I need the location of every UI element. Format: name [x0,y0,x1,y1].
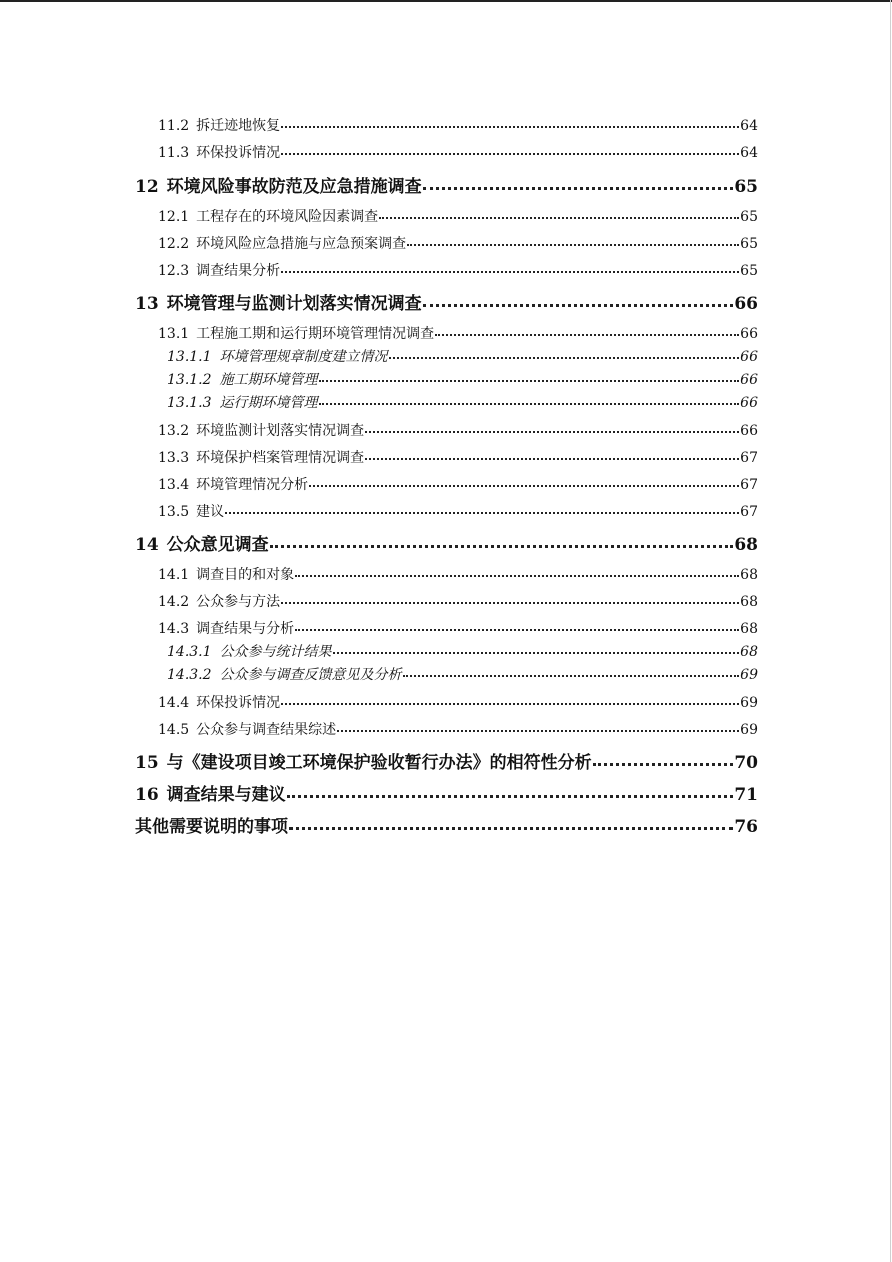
toc-entry-title: 其他需要说明的事项 [135,817,288,837]
toc-entry[interactable] [158,142,758,162]
toc-entry-page-number: 70 [734,753,758,773]
toc-entry[interactable] [158,420,758,440]
toc-entry-heading [158,692,280,712]
toc-entry-page-number: 64 [740,145,758,161]
toc-entry[interactable] [158,206,758,226]
toc-entry-heading [167,392,318,412]
toc-entry[interactable] [158,564,758,584]
toc-entry-number: 13.1.3 [167,395,212,411]
toc-entry[interactable] [135,812,758,837]
toc-entry-title: 与《建设项目竣工环境保护验收暂行办法》的相符性分析 [166,753,592,773]
toc-entry-heading [158,501,224,521]
toc-entry-heading [158,618,294,638]
toc-dot-leader [365,431,739,433]
toc-dot-leader [295,575,739,577]
toc-entry-heading [158,260,280,280]
toc-entry-title: 环境保护档案管理情况调查 [196,450,365,466]
toc-dot-leader [365,458,739,460]
toc-entry[interactable] [158,692,758,712]
toc-entry-heading [135,172,422,197]
toc-entry-number: 13.4 [158,477,190,493]
toc-entry-heading [158,719,336,739]
toc-entry-page-number: 66 [740,395,758,411]
toc-entry-heading [135,780,286,805]
toc-dot-leader [225,512,739,514]
toc-entry-title: 环保投诉情况 [196,145,281,161]
toc-entry[interactable] [158,501,758,521]
toc-entry[interactable] [158,618,758,638]
toc-entry-number: 13.5 [158,504,190,520]
toc-entry[interactable] [135,780,758,805]
toc-entry-title: 调查目的和对象 [196,567,295,583]
toc-entry-heading [158,564,294,584]
toc-entry-title: 施工期环境管理 [219,372,318,388]
toc-entry[interactable] [167,641,758,661]
toc-entry[interactable] [158,447,758,467]
toc-entry[interactable] [135,748,758,773]
toc-entry-heading [158,206,378,226]
toc-entry-page-number: 67 [740,450,758,466]
toc-entry-title: 环境风险事故防范及应急措施调查 [166,177,422,197]
toc-entry[interactable] [158,115,758,135]
toc-entry-page-number: 66 [740,423,758,439]
toc-entry-title: 公众参与调查反馈意见及分析 [219,667,402,683]
toc-entry-title: 环境管理规章制度建立情况 [219,349,388,365]
toc-entry[interactable] [158,260,758,280]
toc-entry-number: 13.1 [158,326,190,342]
toc-entry-heading [135,289,422,314]
toc-dot-leader [403,675,740,677]
toc-entry[interactable] [135,530,758,555]
toc-entry-title: 调查结果分析 [196,263,281,279]
toc-dot-leader [389,357,740,359]
toc-entry-number: 12 [135,177,159,197]
toc-entry[interactable] [167,369,758,389]
toc-entry-number: 11.2 [158,118,190,134]
toc-entry-title: 工程施工期和运行期环境管理情况调查 [196,326,435,342]
toc-entry-number: 11.3 [158,145,190,161]
toc-entry-page-number: 65 [740,263,758,279]
toc-dot-leader [319,380,740,382]
toc-entry-heading [135,748,592,773]
toc-entry-page-number: 68 [740,644,758,660]
toc-entry-page-number: 69 [740,695,758,711]
toc-entry-number: 12.1 [158,209,190,225]
toc-entry-title: 环境管理情况分析 [196,477,309,493]
toc-entry-number: 14.3 [158,621,190,637]
toc-entry-number: 13.1.1 [167,349,212,365]
toc-entry-number: 12.3 [158,263,190,279]
toc-entry-page-number: 68 [734,535,758,555]
toc-dot-leader [287,795,734,798]
toc-entry-heading [167,346,388,366]
toc-entry-heading [158,115,280,135]
toc-entry-page-number: 67 [740,504,758,520]
toc-entry-heading [158,233,406,253]
toc-dot-leader [593,763,734,766]
toc-entry-title: 公众参与方法 [196,594,281,610]
toc-dot-leader [309,485,739,487]
toc-dot-leader [281,153,739,155]
toc-entry-heading [135,530,269,555]
toc-entry-page-number: 68 [740,594,758,610]
toc-entry-page-number: 64 [740,118,758,134]
toc-entry[interactable] [158,591,758,611]
toc-entry-title: 建议 [196,504,225,520]
toc-entry-page-number: 66 [740,349,758,365]
toc-entry[interactable] [167,346,758,366]
toc-entry-title: 环保投诉情况 [196,695,281,711]
toc-entry-heading [158,447,364,467]
toc-entry-title: 环境监测计划落实情况调查 [196,423,365,439]
toc-entry-title: 公众参与调查结果综述 [196,722,337,738]
toc-entry[interactable] [167,664,758,684]
toc-dot-leader [435,334,739,336]
toc-dot-leader [295,629,739,631]
toc-entry-heading [158,420,364,440]
toc-entry-title: 环境管理与监测计划落实情况调查 [166,294,422,314]
toc-entry-number: 13.3 [158,450,190,466]
toc-entry[interactable] [135,172,758,197]
toc-entry[interactable] [158,233,758,253]
toc-dot-leader [333,652,740,654]
toc-entry-number: 16 [135,785,159,805]
toc-entry-number: 14.4 [158,695,190,711]
toc-entry-title: 公众参与统计结果 [219,644,332,660]
toc-dot-leader [337,730,739,732]
toc-entry-heading [158,323,434,343]
toc-entry-heading [167,369,318,389]
toc-entry-number: 12.2 [158,236,190,252]
toc-entry-page-number: 66 [740,326,758,342]
toc-entry-heading [158,591,280,611]
toc-dot-leader [281,126,739,128]
toc-entry[interactable] [158,323,758,343]
toc-entry-page-number: 71 [734,785,758,805]
toc-entry-number: 13 [135,294,159,314]
toc-entry-number: 14.2 [158,594,190,610]
toc-entry-page-number: 66 [740,372,758,388]
toc-entry-title: 拆迁迹地恢复 [196,118,281,134]
toc-entry-title: 运行期环境管理 [219,395,318,411]
toc-entry-page-number: 66 [734,294,758,314]
toc-dot-leader [423,304,734,307]
toc-entry-title: 公众意见调查 [166,535,269,555]
toc-entry[interactable] [158,719,758,739]
toc-dot-leader [289,827,733,830]
toc-entry-page-number: 68 [740,621,758,637]
toc-dot-leader [281,602,739,604]
toc-entry-title: 调查结果与建议 [166,785,286,805]
toc-entry-heading [158,142,280,162]
toc-entry-title: 环境风险应急措施与应急预案调查 [196,236,407,252]
toc-entry-heading [167,641,332,661]
toc-dot-leader [319,403,740,405]
toc-entry-page-number: 69 [740,722,758,738]
toc-entry-heading [167,664,402,684]
toc-entry-page-number: 69 [740,667,758,683]
toc-entry-heading [135,812,288,837]
toc-entry-page-number: 65 [740,236,758,252]
toc-dot-leader [270,545,734,548]
toc-entry-number: 14.5 [158,722,190,738]
toc-entry-number: 14.1 [158,567,190,583]
toc-entry-page-number: 65 [740,209,758,225]
toc-entry-page-number: 65 [734,177,758,197]
toc-entry[interactable] [135,289,758,314]
toc-entry-page-number: 76 [734,817,758,837]
toc-entry-number: 14.3.1 [167,644,212,660]
toc-dot-leader [281,271,739,273]
toc-entry-title: 调查结果与分析 [196,621,295,637]
toc-entry[interactable] [167,392,758,412]
toc-entry-number: 13.2 [158,423,190,439]
toc-dot-leader [407,244,739,246]
toc-entry-page-number: 68 [740,567,758,583]
toc-dot-leader [423,187,734,190]
toc-entry-number: 15 [135,753,159,773]
toc-entry[interactable] [158,474,758,494]
toc-dot-leader [379,217,739,219]
toc-entry-number: 14.3.2 [167,667,212,683]
toc-entry-number: 13.1.2 [167,372,212,388]
toc-entry-title: 工程存在的环境风险因素调查 [196,209,379,225]
toc-entry-number: 14 [135,535,159,555]
toc-entry-page-number: 67 [740,477,758,493]
toc-dot-leader [281,703,739,705]
toc-entry-heading [158,474,308,494]
